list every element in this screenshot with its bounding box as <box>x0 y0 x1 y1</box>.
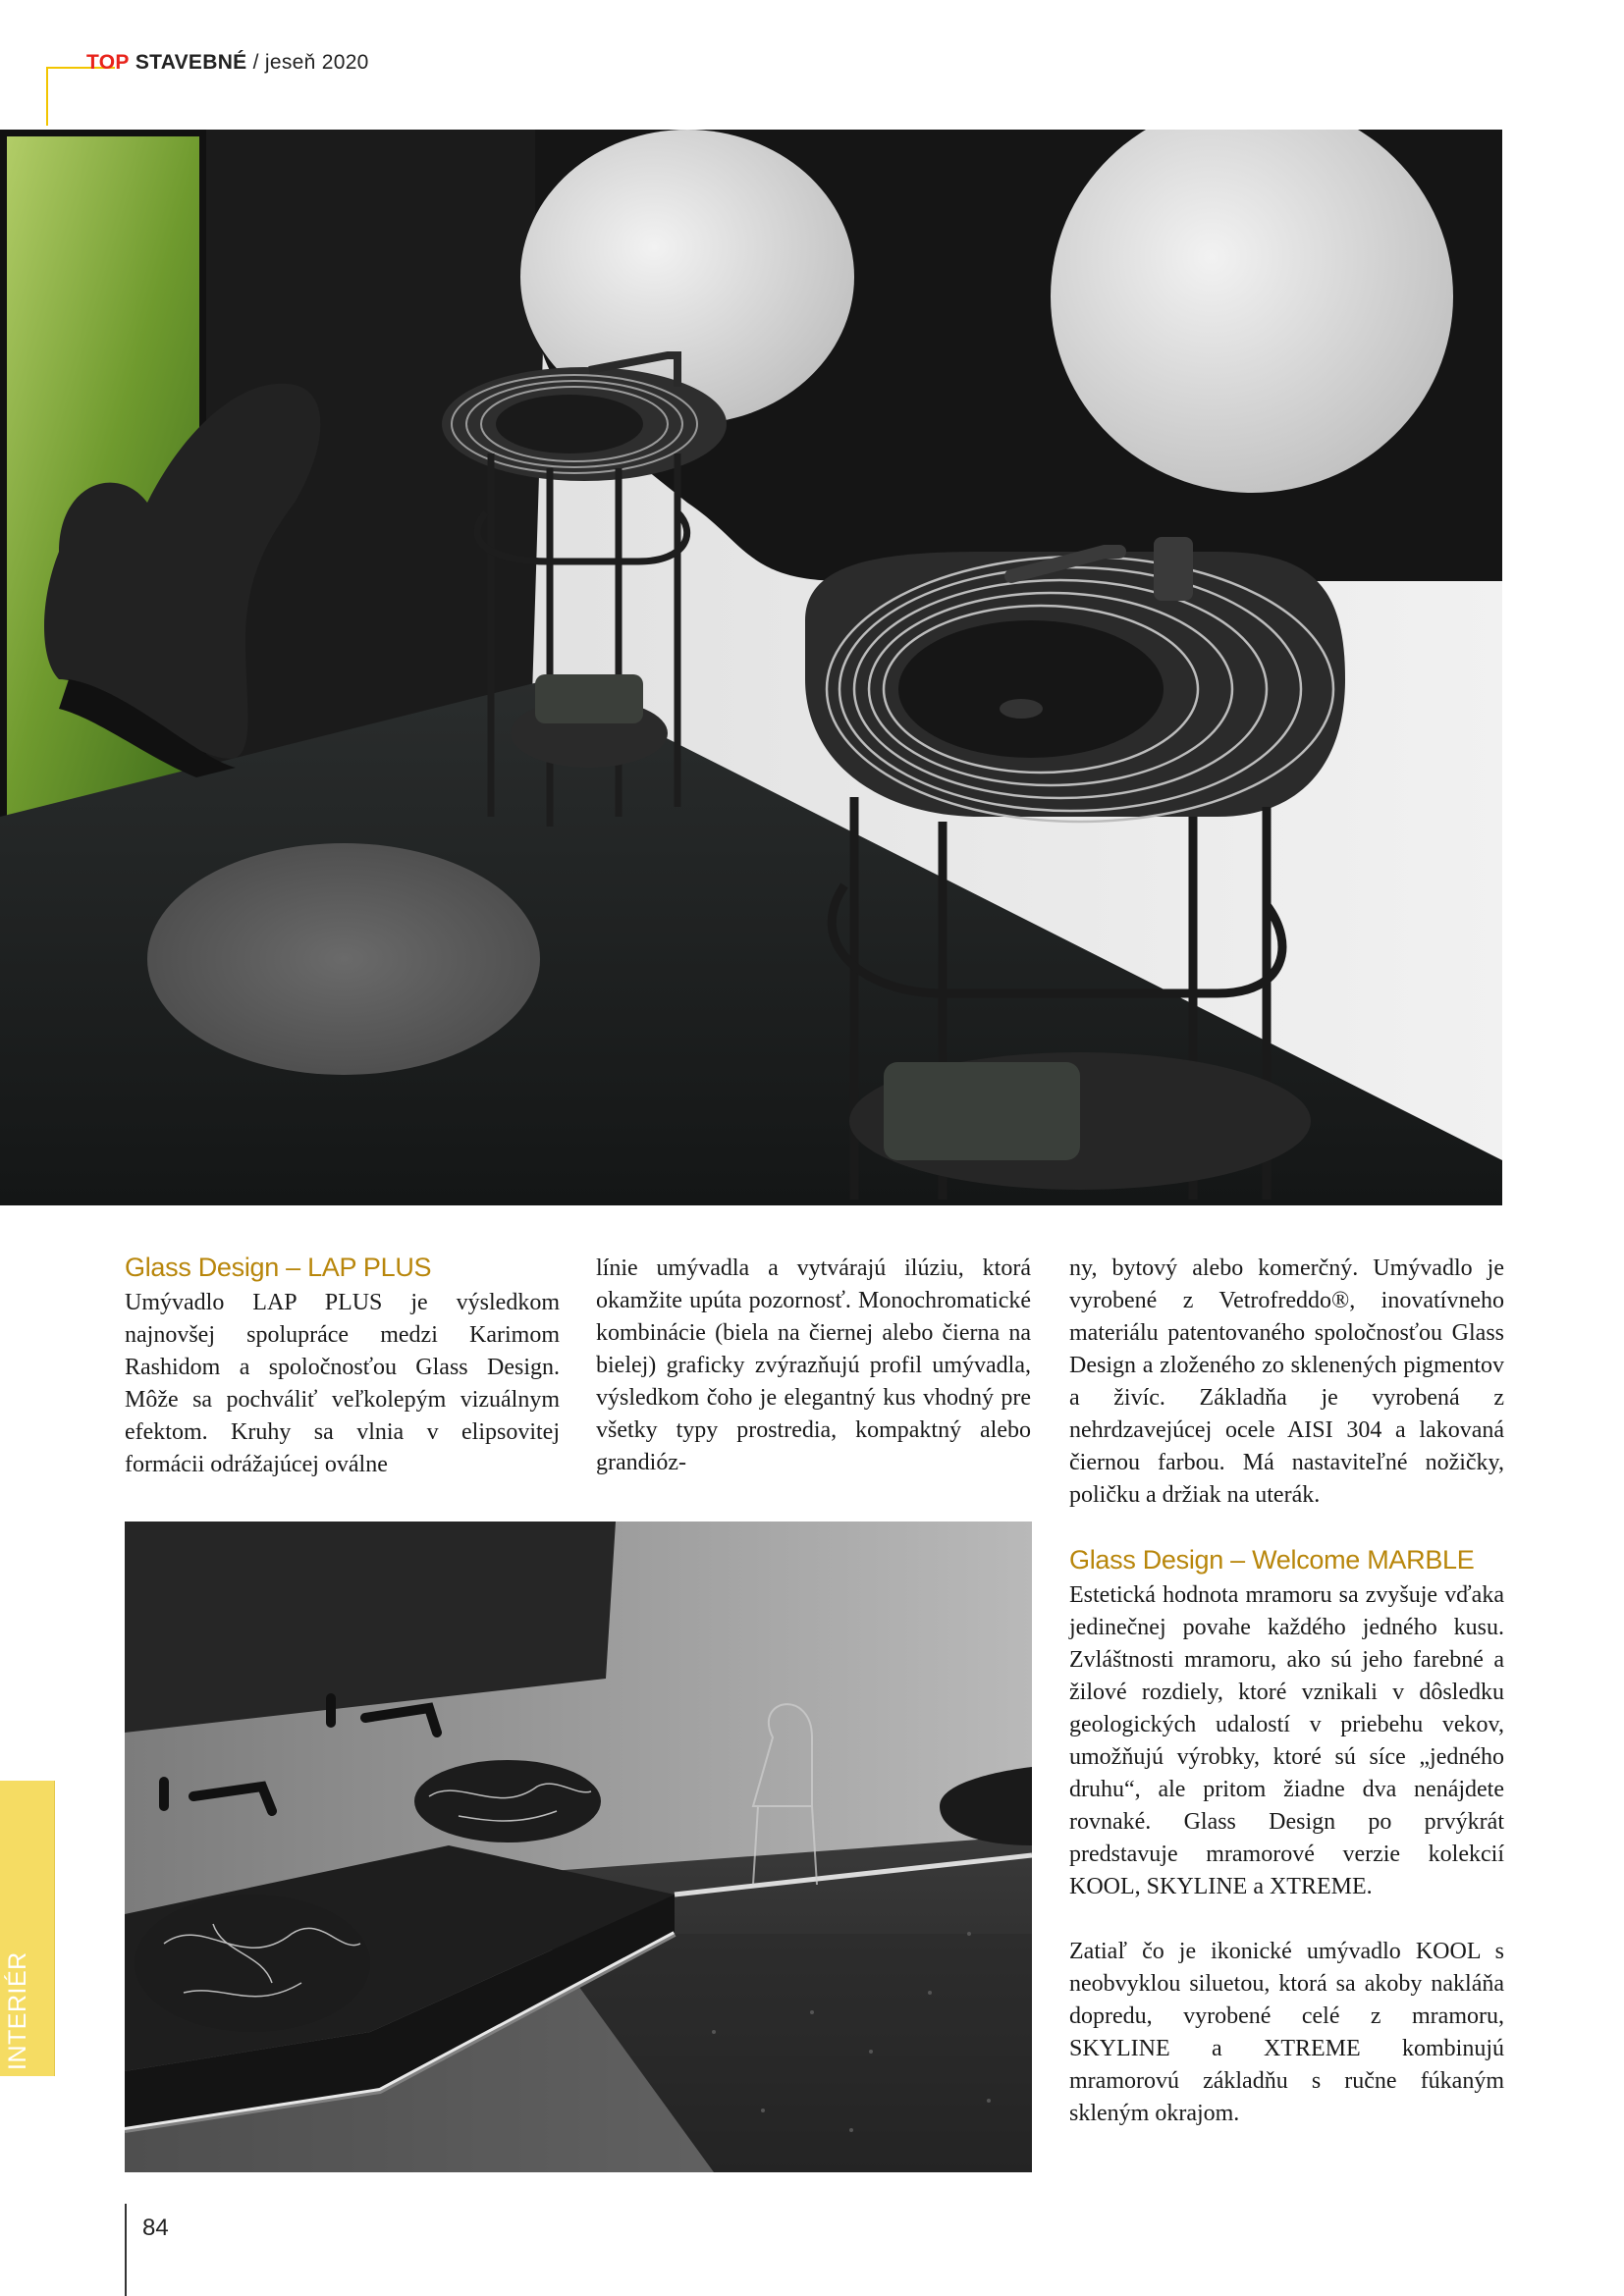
brand-top: TOP <box>86 51 130 74</box>
article2-para1: Estetická hodnota mramoru sa zvyšuje vďaka jedinečnej povahe každého jedného kusu. Zvláštnosti mramoru, ako sú jeho farebné a žilové rozdiely, ktoré vznikali v dôsledku geologických udalostí v priebehu vekov, umožňujú výrobky, ktoré sú síce „jedného druhu“, ale pritom žiadne dva nenájdete rovnaké. Glass Design po prvýkrát predstavuje mramorové verzie kolekcií KOOL, SKYLINE a XTREME. <box>1069 1582 1504 1899</box>
article2-heading: Glass Design – Welcome MARBLE <box>1069 1545 1475 1575</box>
issue-date: jeseň 2020 <box>264 51 369 74</box>
article1-col3-text: ny, bytový alebo komerčný. Umývadlo je vyrobené z Vetrofreddo®, inovatívneho materiálu patentovaného spoločnosťou Glass Design a zloženého zo sklenených pigmentov a živíc. Základňa je vyrobená z nehrdzavejúcej ocele AISI 304 a lakovaná čiernou farbou. Má nastaviteľné nožičky, poličku a držiak na uterák. <box>1069 1255 1504 1508</box>
lap-plus-photo <box>0 130 1502 1205</box>
article1-column1 <box>125 1250 560 1481</box>
page-number: 84 <box>142 2215 169 2241</box>
footer-rule <box>125 2204 127 2296</box>
magazine-header <box>86 51 369 75</box>
header-accent-vertical <box>46 67 48 126</box>
header-separator: / <box>252 51 259 74</box>
brand-stavebne: STAVEBNÉ <box>135 51 247 74</box>
section-tab-rule <box>54 1781 55 2076</box>
article1-col2-text: línie umývadla a vytvárajú ilúziu, ktorá okamžite upúta pozornosť. Monochromatické kombinácie (biela na čiernej alebo čierna na bielej) graficky zvýrazňujú profil umývadla, výsledkom čoho je elegantný kus vhodný pre všetky typy prostredia, kompaktný alebo grandióz- <box>596 1255 1031 1475</box>
article2-para2: Zatiaľ čo je ikonické umývadlo KOOL s neobvyklou siluetou, ktorá sa akoby nakláňa dopredu, vyrobené celé z mramoru, SKYLINE a XTREME kombinujú mramorovú základňu s ručne fúkaným skleným okrajom. <box>1069 1939 1504 2126</box>
welcome-marble-photo <box>125 1522 1032 2172</box>
article1-column2 <box>596 1253 1031 1479</box>
article1-column3 <box>1069 1253 1504 1512</box>
article1-col1-text: Umývadlo LAP PLUS je výsledkom najnovšej spolupráce medzi Karimom Rashidom a spoločnosťou Glass Design. Môže sa pochváliť veľkolepým vizuálnym efektom. Kruhy sa vlnia v elipsovitej formácii odrážajúcej oválne <box>125 1290 560 1477</box>
article2-column <box>1069 1542 1504 2130</box>
article1-heading: Glass Design – LAP PLUS <box>125 1253 432 1282</box>
section-tab-label: INTERIÉR <box>4 1951 31 2070</box>
